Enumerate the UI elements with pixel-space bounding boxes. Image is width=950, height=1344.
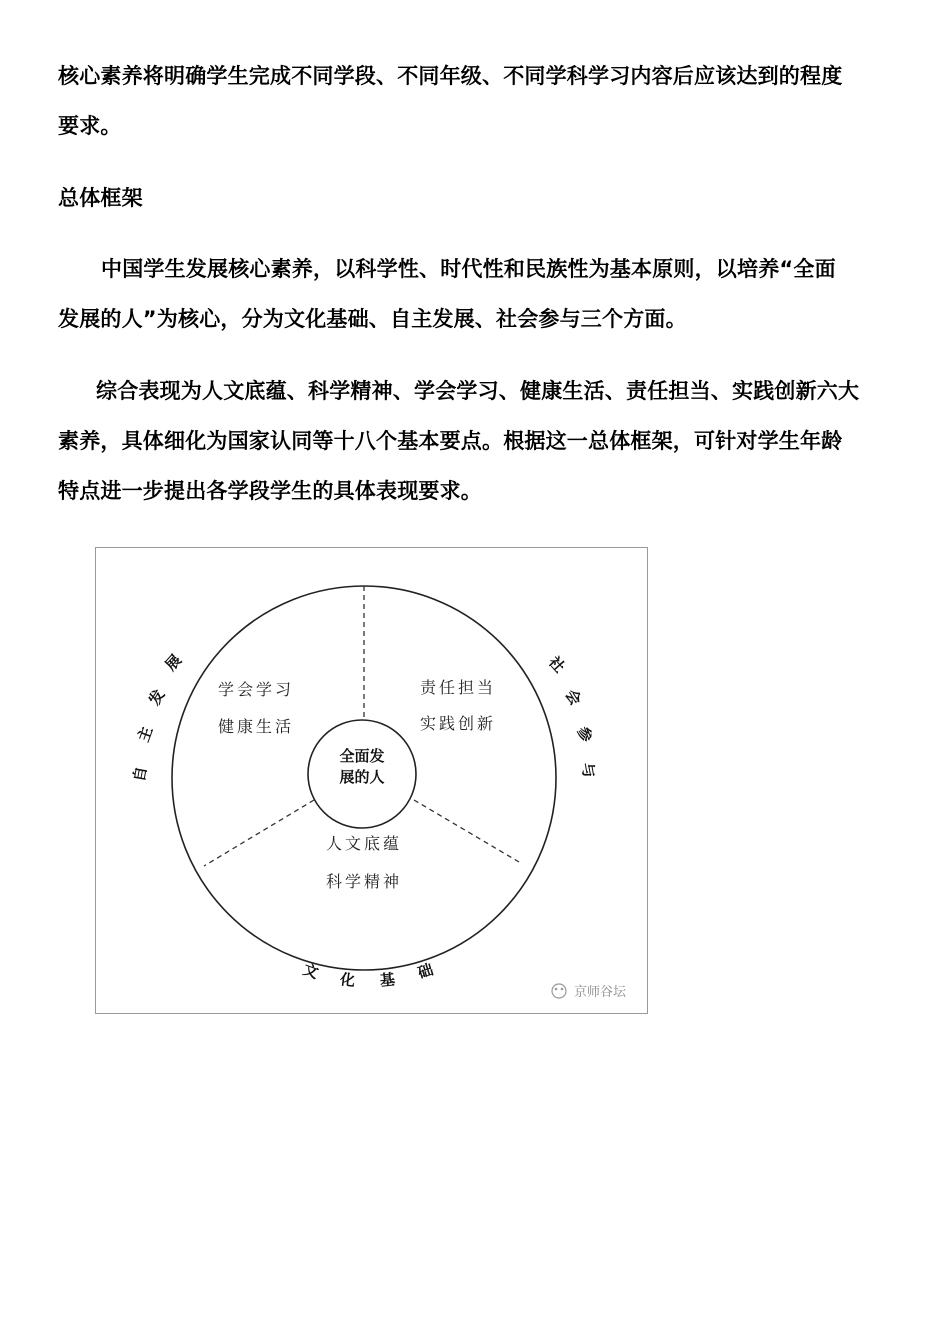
paragraph-2-line-1: 中国学生发展核心素养，以科学性、时代性和民族性为基本原则，以培养“全面 bbox=[101, 257, 836, 281]
paragraph-3-line-2: 素养，具体细化为国家认同等十八个基本要点。根据这一总体框架，可针对学生年龄 bbox=[58, 429, 843, 453]
watermark-logo-eye-icon bbox=[555, 988, 558, 991]
left-sector-label-1: 学会学习 bbox=[217, 680, 295, 699]
ring-left-char-3: 发 bbox=[145, 686, 169, 709]
divider-bottom-right bbox=[414, 800, 519, 862]
ring-left-char-1: 自 bbox=[129, 765, 151, 784]
bottom-sector-label-1: 人文底蕴 bbox=[325, 834, 403, 853]
watermark bbox=[552, 984, 627, 1000]
framework-diagram bbox=[95, 547, 648, 1014]
watermark-logo-eye2-icon bbox=[561, 988, 564, 991]
bottom-sector-label-2: 科学精神 bbox=[325, 872, 403, 891]
ring-label-bottom bbox=[301, 960, 436, 990]
left-sector-label-2: 健康生活 bbox=[217, 717, 295, 736]
center-label-line-1: 全面发 bbox=[339, 747, 385, 765]
ring-right-char-1: 社 bbox=[545, 653, 569, 677]
ring-left-char-4: 展 bbox=[161, 651, 185, 675]
framework-diagram-svg bbox=[96, 548, 649, 1015]
paragraph-1-line-2: 要求。 bbox=[58, 114, 122, 138]
ring-label-left bbox=[130, 651, 185, 783]
paragraph-3-line-1: 综合表现为人文底蕴、科学精神、学会学习、健康生活、责任担当、实践创新六大 bbox=[96, 379, 860, 403]
watermark-text: 京师谷坛 bbox=[574, 985, 627, 1000]
watermark-logo-icon bbox=[552, 984, 566, 998]
paragraph-3-line-3: 特点进一步提出各学段学生的具体表现要求。 bbox=[58, 479, 482, 503]
paragraph-1-line-1: 核心素养将明确学生完成不同学段、不同年级、不同学科学习内容后应该达到的程度 bbox=[58, 64, 843, 88]
ring-right-char-4: 与 bbox=[577, 761, 599, 780]
right-sector-label-2: 实践创新 bbox=[419, 714, 497, 733]
ring-bottom-char-2: 化 bbox=[339, 970, 357, 990]
ring-bottom-char-3: 基 bbox=[379, 970, 396, 990]
ring-bottom-char-1: 文 bbox=[300, 960, 321, 983]
ring-right-char-3: 参 bbox=[573, 724, 596, 745]
paragraph-2-line-2: 发展的人”为核心，分为文化基础、自主发展、社会参与三个方面。 bbox=[58, 307, 687, 331]
right-sector-label-1: 责任担当 bbox=[419, 678, 497, 697]
ring-right-char-2: 会 bbox=[561, 686, 585, 709]
center-label-line-2: 展的人 bbox=[339, 768, 385, 786]
divider-bottom-left bbox=[204, 800, 314, 866]
section-heading: 总体框架 bbox=[58, 186, 143, 210]
ring-left-char-2: 主 bbox=[134, 724, 157, 745]
ring-bottom-char-4: 础 bbox=[415, 960, 436, 983]
ring-label-right bbox=[544, 652, 598, 779]
